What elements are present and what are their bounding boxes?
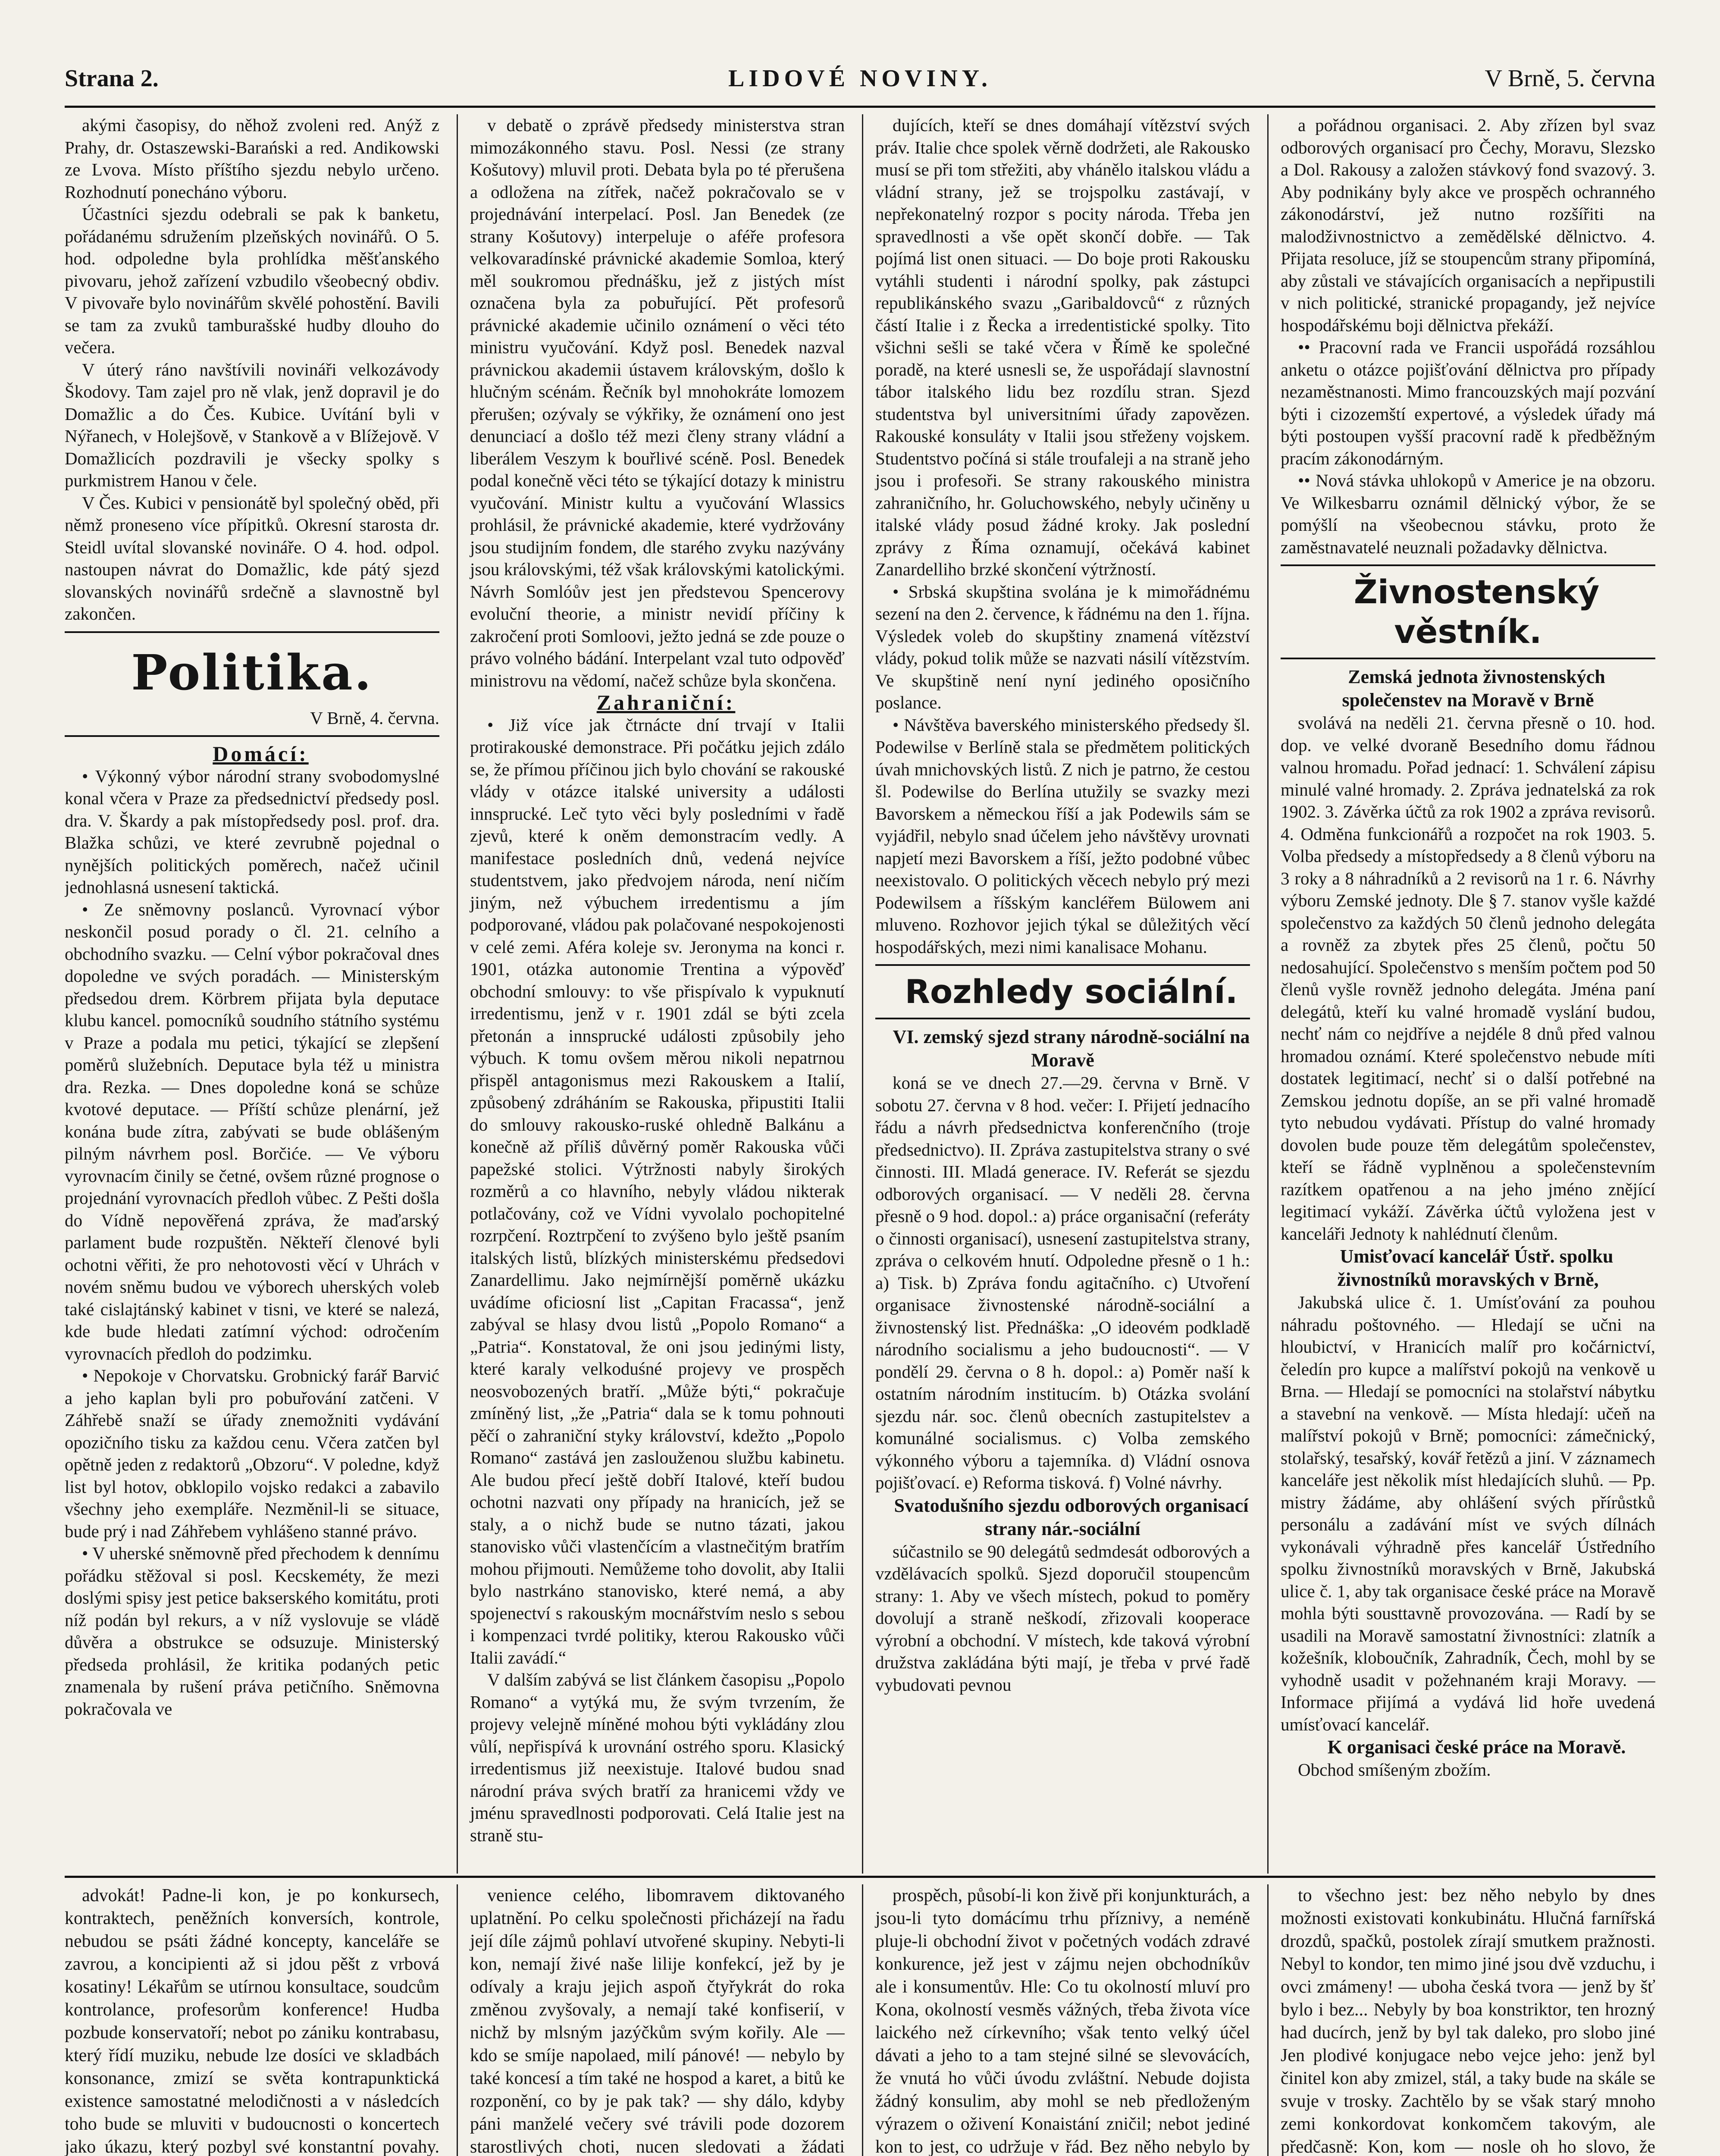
article-headline: Svatodušního sjezdu odborových organisací strany nár.-sociální bbox=[894, 1495, 1249, 1539]
feuilleton-rule bbox=[65, 1876, 1655, 1878]
feuilleton-column-4 bbox=[1267, 1884, 1655, 2156]
article-text: akými časopisy, do něhož zvoleni red. Anýž z Prahy, dr. Ostaszewski-Barański a red. Andikowski ze Lvova. Místo příštího sjezdu nebylo určeno. Rozhodnutí ponecháno výboru. bbox=[65, 115, 439, 202]
column-4 bbox=[1267, 114, 1655, 1874]
article-text: • Nepokoje v Chorvatsku. Grobnický farář Barvić a jeho kaplan byli pro pobuřování zatčeni. V Záhřebě snaží se úřady znemožniti vydávání opozičního tisku za každou cenu. Včera zatčen byl opětně jeden z redaktorů „Obzoru“. V poledne, když list byl hotov, obklopilo vojsko redakci a zabavilo všechny jeho exempláře. Nezměnil-li se situace, bude prý i nad Záhřebem vyhlášeno stanné právo. bbox=[65, 1366, 439, 1541]
article-text: svolává na neděli 21. června přesně o 10. hod. dop. ve velké dvoraně Besedního domu řádnou valnou hromadu. Pořad jednací: 1. Schválení zápisu minulé valné hromady. 2. Zpráva jednatelská za rok 1902. 3. Závěrka účtů za rok 1902 a zpráva revisorů. 4. Odměna funkcionářů a rozpočet na rok 1903. 5. Volba předsedy a místopředsedy a 8 členů výboru na 3 roky a 8 náhradníků a 2 revisorů na 1 r. 6. Návrhy výboru Zemské jednoty. Dle § 7. stanov vyšle každé společenstvo za každých 50 členů jednoho delegáta a rovněž za zbytek přes 25 členů, počtu 50 nedosahující. Společenstvo s menším počtem pod 50 členů vyšle rovněž jednoho delegáta. Jména paní delegátů, kteří ku valné hromadě vyslání budou, nechť nám co nejdříve a nejdéle 8 dnů před valnou hromadou oznámí. Které společenstvo nebude míti dostatek legitimací, nechť si o další potřebné na Zemskou jednotu dopíše, an se při valné hromadě tyto nebudou vydávati. Přístup do valné hromady dovolen bude pouze těm delegátům společenstev, kteří se řádně vyplněnou a společenstevním razítkem opatřenou a na jeho jméno znějící legitimací vykáží. Závěrka účtů vyložena jest v kanceláři Jednoty k nahlédnutí členům. bbox=[1281, 713, 1655, 1244]
article-text: V dalším zabývá se list článkem časopisu „Popolo Romano“ a vytýká mu, že svým tvrzením, že projevy velejně míněné mohou býti vykládány zlou vůlí, nepřispívá k urovnání ostrého sporu. Klasický irredentismus již neexistuje. Italové budou snad národní práva svých bratří za hranicemi vždy ve jménu spravedlnosti podporovati. Celá Italie jest na straně stu- bbox=[470, 1670, 845, 1845]
politika-section-header bbox=[65, 631, 439, 737]
column-1 bbox=[65, 114, 439, 1874]
subsection-domaci: Domácí: bbox=[213, 742, 309, 766]
upper-columns bbox=[65, 114, 1655, 1874]
article-headline: Umisťovací kancelář Ústř. spolku živnostníků moravských v Brně, bbox=[1337, 1246, 1613, 1290]
article-text: koná se ve dnech 27.—29. června v Brně. V sobotu 27. června v 8 hod. večer: I. Přijetí jednacího řádu a návrh předsednictva konferenčního (troje předsednictvo). II. Zpráva zastupitelstva strany o své činnosti. III. Mladá generace. IV. Referát se sjezdu odborových organisací. — V neděli 28. června přesně o 9 hod. dopol.: a) práce organisační (referáty o činnosti organisací), usnesení zastupitelstva strany, zpráva o celkovém hnutí. Odpoledne přesně o 1 h.: a) Tisk. b) Zpráva fondu agitačního. c) Utvoření organisace živnostenské národně-sociální a živnostenský list. Přednáška: „O ideovém podkladě národního socialismu a jeho budoucnosti“. — V pondělí 29. června o 8 h. dopol.: a) Poměr naší k ostatním národním institucím. b) Otázka svolání sjezdu nár. soc. členů obecních zastupitelstev a komunálné socialismus. c) Volba zemského výkonného výboru a tajemníka. d) Vládní osnova pojišťovací. e) Reforma tisková. f) Volné návrhy. bbox=[875, 1073, 1250, 1492]
article-text: •• Pracovní rada ve Francii uspořádá rozsáhlou anketu o otázce pojišťování dělnictva pro případy nezaměstnanosti. Mimo francouzských mají pozvání býti i cizozemští expertové, a výsledek úřady má býti postoupen vyšší pracovní radě k předběžným pracím zákonodárným. bbox=[1281, 337, 1655, 468]
zivnostensky-section-header bbox=[1281, 564, 1655, 659]
section-title-rozhledy: Rozhledy sociální. bbox=[905, 972, 1238, 1011]
article-text: súčastnilo se 90 delegátů sedmdesát odborových a vzdělávacích spolků. Sjezd doporučil stoupencům strany: 1. Aby ve všech místech, pokud to poměry dovolují a straně neškodí, zřizovali kooperace výrobní a obchodní. V místech, kde taková výrobní družstva zakládána býti mají, je třeba v prvé řadě vybudovati pevnou bbox=[875, 1541, 1250, 1695]
column-2 bbox=[457, 114, 845, 1874]
article-text: • Výkonný výbor národní strany svobodomyslné konal včera v Praze za předsednictví předsedy posl. dra. V. Škardy a pak místopředsedy posl. prof. dra. Blažka schůzi, ve které zevrubně pojednal o nynějších politických poměrech, načež učinil jednohlasná usnesení taktická. bbox=[65, 766, 439, 897]
feuilleton-column-2 bbox=[457, 1884, 845, 2156]
feuilleton-text: prospěch, působí-li kon živě při konjunkturách, a jsou-li tyto domácímu trhu příznivy, a neméně pluje-li obchodní život v početných vodách zdravé konkurence, jež jest v zájmu nejen obchodníkův ale i konsumentův. Hle: Co tu okolností mluví pro Kona, okolností vesměs vážných, třeba života více laického než církevního; však tento velký účel dávati a jeho to a tam stejné silné se slevovácích, že vnutá ho vůči úvodu zvláštní. Nebude dojista žádný konsulim, aby mohl se neb předloženým výrazem o oživení Konaistání zničil; nebot jediné kon to jest, co udržuje v řád. Bez něho nebylo by bbox=[875, 1886, 1250, 2156]
article-text: dujících, kteří se dnes domáhají vítězství svých práv. Italie chce spolek věrně dodržeti, ale Rakousko musí se při tom střežiti, aby vhánělo italskou vládu a vládní strany, jež se trojspolku zastávají, v nepřekonatelný rozpor s pocity národa. Třeba jen spravedlnosti a vše opět skončí dobře. — Tak pojímá list onen situaci. — Do boje proti Rakousku vytáhli studenti i národní spolky, pak zástupci republikánského svazu „Garibaldovců“ z různých částí Italie i z Řecka a irredentistické spolky. Tito všichni sešli se také včera v Římě ke společné poradě, na které usnesli se, že uspořádají slavnostní tábor italského lidu bez rozdílu stran. Sjezd studentstva byl universitními úřady zapovězen. Rakouské konsuláty v Italii jsou střeženy vojskem. Studentstvo počíná si stále troufaleji a na straně jeho jsou i profesoři. Se strany rakouského ministra zahraničního, hr. Goluchowského, nebyly učiněny u italské vlády posud žádné kroky. Jak poslední zprávy z Říma oznamují, očekává kabinet Zanardelliho brzké skončení výtržností. bbox=[875, 115, 1250, 579]
article-text: a pořádnou organisaci. 2. Aby zřízen byl svaz odborových organisací pro Čechy, Moravu, Slezsko a Dol. Rakousy a založen stávkový fond svazový. 3. Aby podnikány byly akce ve prospěch ochranného zákonodárství, jež nutno rozšířiti na malodživnostnictvo a zemědělské dělnictvo. 4. Přijata resoluce, jíž se stoupencům strany připomíná, aby zůstali ve stávajících organisacích a nepřipustili v nich politické, stranické propagandy, jež nejvíce hospodářskému boji dělnictva překáží. bbox=[1281, 115, 1655, 335]
page-header bbox=[65, 65, 1655, 108]
feuilleton-text: venience celého, libomravem diktovaného uplatnění. Po celku společnosti přicházejí na řadu její díle zájmů pohlaví utvořené skupiny. Nebyti-li kon, nemají živé naše lilije konfekcí, jež by je odívaly a kraju jejich aspoň čtyřykrát do roka změnou zvyšovaly, a nemají také konfiserií, v nichž by mlsným jazýčkům svým kořily. Ale — kdo se smíje napolaed, milí pánové! — nebylo by také koncesí a tím také ne hospod a karet, a bitů ke rozponění, co by je pak tak? — shy dálo, kdyby páni manželé večery své trávili pode dozorem starostlivých choti, nucen sledovati a žádati bbox=[470, 1886, 845, 2156]
section-dateline: V Brně, 4. června. bbox=[310, 708, 439, 728]
feuilleton-column-3 bbox=[862, 1884, 1250, 2156]
place-date: V Brně, 5. června bbox=[1485, 65, 1655, 92]
column-3 bbox=[862, 114, 1250, 1874]
section-title-zivnostensky: Živnostenský věstník. bbox=[1353, 573, 1600, 651]
article-headline: K organisaci české práce na Moravě. bbox=[1327, 1736, 1626, 1758]
section-title-politika: Politika. bbox=[131, 644, 373, 701]
masthead-title: LIDOVÉ NOVINY. bbox=[728, 65, 992, 92]
article-text: Jakubská ulice č. 1. Umísťování za pouhou náhradu poštovného. — Hledají se učni na hloubictví, v Hranicích malíř pro kočárnictví, čeledín pro kupce a malířství pokojů na venkově u Brna. — Hledají se pomocníci na stolařství nábytku a stavební na venkově. — Místa hledají: učeň na malířství pokojů v Brně; pomocníci: zámečnický, stolařský, tesařský, kovář řetězů a jiní. V záznamech kanceláře jest několik míst hledajících sluhů. — Pp. mistry žádáme, aby ohlášení svých přírůstků personálu a zadávání míst ve svých dílnách vykonávali výhradně přes kancelář Ústředního spolku živnostníků moravských v Brně, Jakubská ulice č. 1, aby tak organisace české práce na Moravě mohla býti sousttavně provozována. — Radí by se usadili na Moravě samostatní živnostníci: zlatník a kožešník, kloboučník, Zahradník, Čech, mohl by se vyhodně usadit v požehnaném kraji Moravy. — Informace přijímá a vydává lid hoře uvedená umísťovací kancelář. bbox=[1281, 1292, 1655, 1734]
article-text: • Návštěva baverského ministerského předsedy šl. Podewilse v Berlíně stala se předmětem politických úvah mnichovských listů. Z nich je patrno, že cestou šl. Podewilse do Berlína utužily se svazky mezi Bavorskem a německou říší a jak Podewils sám se vyjádřil, nebylo snad účelem jeho návštěvy urovnati napjetí mezi Bavorskem a říší, ježto podobné vůbec neexistovalo. O politických věcech nebylo prý mezi Podewilsem a říšským kancléřem Bülowem ani mluveno. Rozhovor jejich týkal se důležitých věcí hospodářských, mezi nimi kanalisace Mohanu. bbox=[875, 714, 1250, 957]
article-text: • Již více jak čtrnácte dní trvají v Italii protirakouské demonstrace. Při počátku jejich zdálo se, že přímou příčinou jich bylo chování se rakouské vlády v otázce italské university a události innsprucké. Leč tyto věci byly posledními v řadě zjevů, které k oněm demonstracím vedly. A manifestace posledních dnů, vedená nejvíce studentstvem, jako předvojem národa, není ničím jiným, než výbuchem irredentismu a jím podporované, vládou pak polačované nespokojenosti v celé zemi. Aféra koleje sv. Jeronyma na konci r. 1901, otázka autonomie Trentina a výpověď obchodní smlouvy: to vše přispívalo k vypuknutí irredentismu, jenž v r. 1901 zdál se býti zcela přetonán a innsprucké události způsobily jeho výbuch. K tomu ovšem měrou nikoli nepatrnou přispěl antagonismus mezi Rakouskem a Italií, způsobený zdráháním se Rakouska, připustiti Italii do smlouvy rakousko-ruské ohledně Balkánu a konečně až příliš důvěrný poměr Rakouska vůči papežské stolici. Výtržnosti nabyly širokých rozměrů a co hlavního, nebyly vládou nikterak potlačovány, což ve Vídni vyvolalo pochopitelné rozrpčení. Roztrpčení to zvýšeno bylo ještě psaním italských listů, blízkých ministerskému předsedovi Zanardellimu. Jako nejmírnější poměrně ukázku uvádíme oficiosní list „Capitan Fracassa“, jenž zabýval se hlasy dvou listů „Popolo Romano“ a „Patria“. Konstatoval, že oni jsou jedinými listy, které karaly velkoduśné projevy ve prospěch neosvobozených bratří. „Může býti,“ pokračuje zmíněný list, „že „Patria“ dala se k tomu pohnouti pěčí o zahraniční styky království, kdežto „Popolo Romano“ zastává jen zaslouženou službu kabinetu. Ale budou přecí ještě dobří Italové, kteří budou ochotni nazvati ony případy na hranicích, jež se staly, a o nichž bude se nutno tázati, jakou stanovisko vůči vlastenčícím a vlastnečitým bratřím mohou přijmouti. Nemůžeme toho dovolit, aby Italii bylo nastrkáno stanovisko, které nemá, a aby spojenectví s rakouským mocnářstvím neslo s sebou i kompenzaci tvrdé politiky, kterou Rakousko vůči Italii zavádí.“ bbox=[470, 714, 845, 1667]
feuilleton-text: advokát! Padne-li kon, je po konkursech, kontraktech, peněžních konversích, kontrole, nebudou se psáti žádné koncepty, kanceláře se zavrou, a koncipienti až si jdou pěšt z vrbová kosatiny! Lékařům se utírnou konsultace, soudcům kontrolance, profesorům konference! Hudba pozbude konservatoří; nebot po zániku kontrabasu, který řídí muziku, nebude lze dosíci ve skladbách konsonance, zmizí se světa kontrapunktická existence samostatné melodičnosti a v následcích toho bude se mluviti v budoucnosti o koncertech jako úkazu, který pozbyl své konstantní povahy. bbox=[65, 1886, 439, 2156]
subsection-zahranicni: Zahraniční: bbox=[596, 690, 736, 714]
article-text: Obchod smíšeným zbožím. bbox=[1298, 1760, 1491, 1780]
article-headline: Zemská jednota živnostenských společenstev na Moravě v Brně bbox=[1342, 666, 1605, 711]
header-rule bbox=[65, 106, 1655, 108]
article-text: Účastníci sjezdu odebrali se pak k banketu, pořádanému sdružením plzeňských novinářů. O 5. hod. odpoledne byla prohlídka měšťanského pivovaru, jehož zařízení vzbudilo všeobecný obdiv. V pivovaře bylo novinářům skvělé pohostění. Bavili se tam za zvuků tamburašské hudby dlouho do večera. bbox=[65, 204, 439, 357]
article-text: V úterý ráno navštívili novináři velkozávody Škodovy. Tam zajel pro ně vlak, jenž dopravil je do Domažlic a do Čes. Kubice. Uvítání byli v Nýřanech, v Holejšově, v Stankově a v Blížejově. V Domažlicích pozdravili je všecky spolky s purkmistrem Hanou v čele. bbox=[65, 359, 439, 490]
article-text: • V uherské sněmovně před přechodem k dennímu pořádku stěžoval si posl. Kecskeméty, že mezi doslými spisy jest petice bakserského komitátu, proti níž podán byl rekurs, a v níž vyslovuje se vládě důvěra a obstrukce se odsuzuje. Ministerský předseda prohlásil, že kritika podaných petic znamenala by rušení práva petičního. Sněmovna pokračovala ve bbox=[65, 1543, 439, 1719]
article-text: v debatě o zprávě předsedy ministerstva stran mimozákonného stavu. Posl. Nessi (ze strany Košutovy) mluvil proti. Debata byla po té přerušena a odložena na zítřek, načež pokračovalo se v projednávání interpelací. Posl. Jan Benedek (ze strany Košutovy) interpeluje o aféře profesora velkovaradínské právnické akademie Somloa, který měl soukromou přednášku, jež z jistých míst označena byla za pobuřující. Pět profesorů právnické akademie učinilo oznámení o věci této ministru vyučování. Když posl. Benedek nazval právnickou akademii ústavem královským, došlo k hlučným scénám. Řečník byl mnohokráte lomozem přerušen; ozývaly se výkřiky, že oznámení ono jest denunciací a došlo též mezi členy strany vládní a liberálem Veszym k bouřlivé scéně. Posl. Benedek podal konečně věci této se týkající dotazy k ministru vyučování. Ministr kultu a vyučování Wlassics prohlásil, že právnické akademie, které vydržovány jsou studijním fondem, dle starého zvyku nazývány jsou královskými, též však královskými katolickými. Návrh Somlóův jest jen předstevou Spencerovy evoluční theorie, a ministr nevidí příčiny k zakročení proti Somloovi, ježto jedná se zde pouze o právo volného bádání. Interpelant vzal tuto odpověď ministrovu na vědomí, načež schůze byla skončena. bbox=[470, 115, 845, 690]
article-text: V Čes. Kubici v pensionátě byl společný oběd, při němž proneseno více přípitků. Okresní starosta dr. Steidl uvítal slovanské novináře. O 4. hod. odpol. nastoupen návrat do Domažlic, kde pátý sjezd slovanských novinářů srdečně a slavnostně byl zakončen. bbox=[65, 492, 439, 624]
feuilleton-columns bbox=[65, 1884, 1655, 2156]
page-number: Strana 2. bbox=[65, 65, 159, 92]
feuilleton-text: to všechno jest: bez něho nebylo by dnes možnosti existovati konkubinátu. Hlučná farnířská drozdů, spačků, postolek zírají smutkem pražnosti. Nebyl to kondor, ten mimo jiné jsou dvě vzduchu, i ovci zmámeny! — uboha česká tvora — jenž by šť bylo i bez... Nebyly by boa konstriktor, ten hrozný had ducírch, jenž by byl tak daleko, pro slobo jiné Jen plodivé konjugace nebo vejce jeho: jenž byl činitel kon aby zmizel, stál, a taky bude na skále se svuje v trosky. Zachtělo by se však starý mnoho zemi konkordovat konkomčem takovým, ale předčasně: Kon, kom — nosle oh ho slovo, že bbox=[1281, 1886, 1655, 2156]
article-text: •• Nová stávka uhlokopů v Americe je na obzoru. Ve Wilkesbarru oznámil dělnický výbor, že se pomýšlí na všeobecnou stávku, proto že zaměstnavatelé neuznali požadavky dělnictva. bbox=[1281, 470, 1655, 557]
article-headline: VI. zemský sjezd strany národně-sociální na Moravě bbox=[893, 1026, 1250, 1071]
article-text: • Srbská skupština svolána je k mimořádnému sezení na den 2. července, k řádnému na den 1. října. Výsledek voleb do skupštiny znamená vítězství vlády, pokud tolik může se nazvati násilí vítězstvím. Ve skupštině není nyní jediného oposičního poslance. bbox=[875, 581, 1250, 712]
feuilleton-column-1 bbox=[65, 1884, 439, 2156]
rozhledy-section-header bbox=[875, 964, 1250, 1019]
article-text: • Ze sněmovny poslanců. Vyrovnací výbor neskončil posud porady o čl. 21. celního a obchodního svazku. — Celní výbor pokračoval dnes dopoledne ve svých poradách. — Ministerským předsedou drem. Körbrem přijata byla deputace klubu kancel. pomocníků soudního státního systému v Praze a podala mu petici, týkající se zlepšení poměrů služebních. Deputace byla též u ministra dra. Rezka. — Dnes dopoledne koná se schůze kvotové deputace. — Příští schůze plenární, jež konána bude zítra, zabývati se bude oblášeným pilným návrhem posl. Borčiće. — Ve výboru vyrovnacím činily se četné, ovšem různé prognose o projednání vyrovnacích předloh vůbec. Z Pešti došla do Vídně nepověřená zpráva, že maďarský parlament bude rozpuštěn. Někteří členové byli ochotni věřiti, že pro nehotovosti věcí v Uhrách v novém sněmu budou ve výborech uherských voleb také cislajtánský kabinet v tisni, ve které se nalezá, kde bude hledati zatímní východ: odročením vyrovnacích předloh do podzimku. bbox=[65, 899, 439, 1363]
